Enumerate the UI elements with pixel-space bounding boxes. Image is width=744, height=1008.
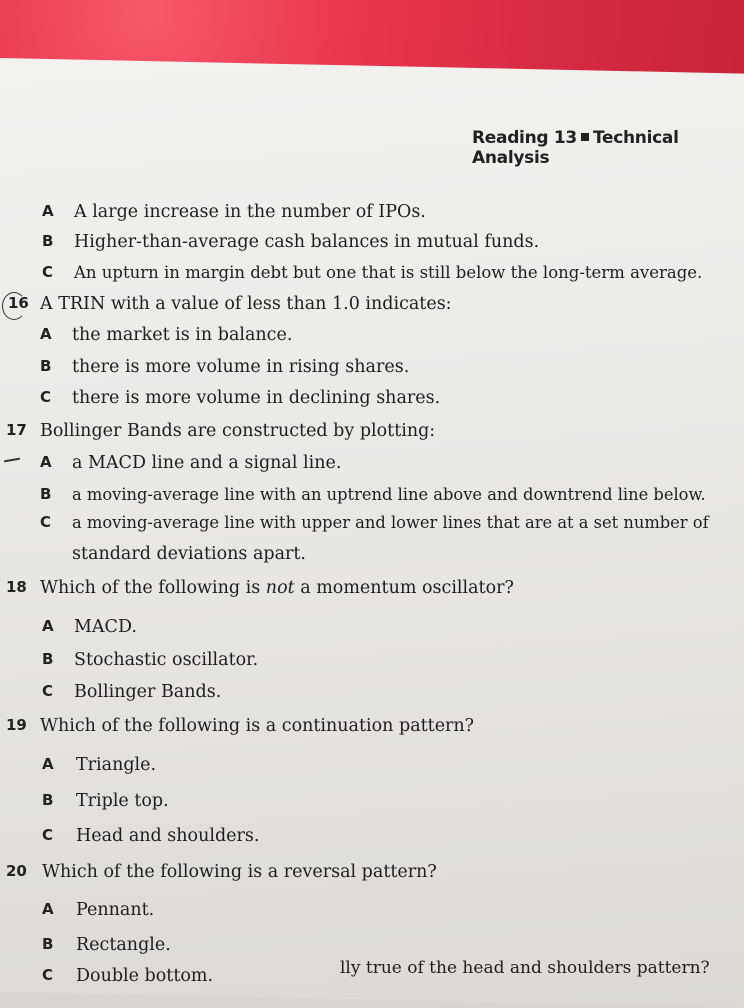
- header-reading: Reading 13: [472, 128, 577, 148]
- running-header: [472, 128, 744, 168]
- square-bullet-icon: [581, 133, 589, 141]
- emphasis-not: not: [265, 578, 295, 598]
- header-title: Technical Analysis: [472, 128, 679, 168]
